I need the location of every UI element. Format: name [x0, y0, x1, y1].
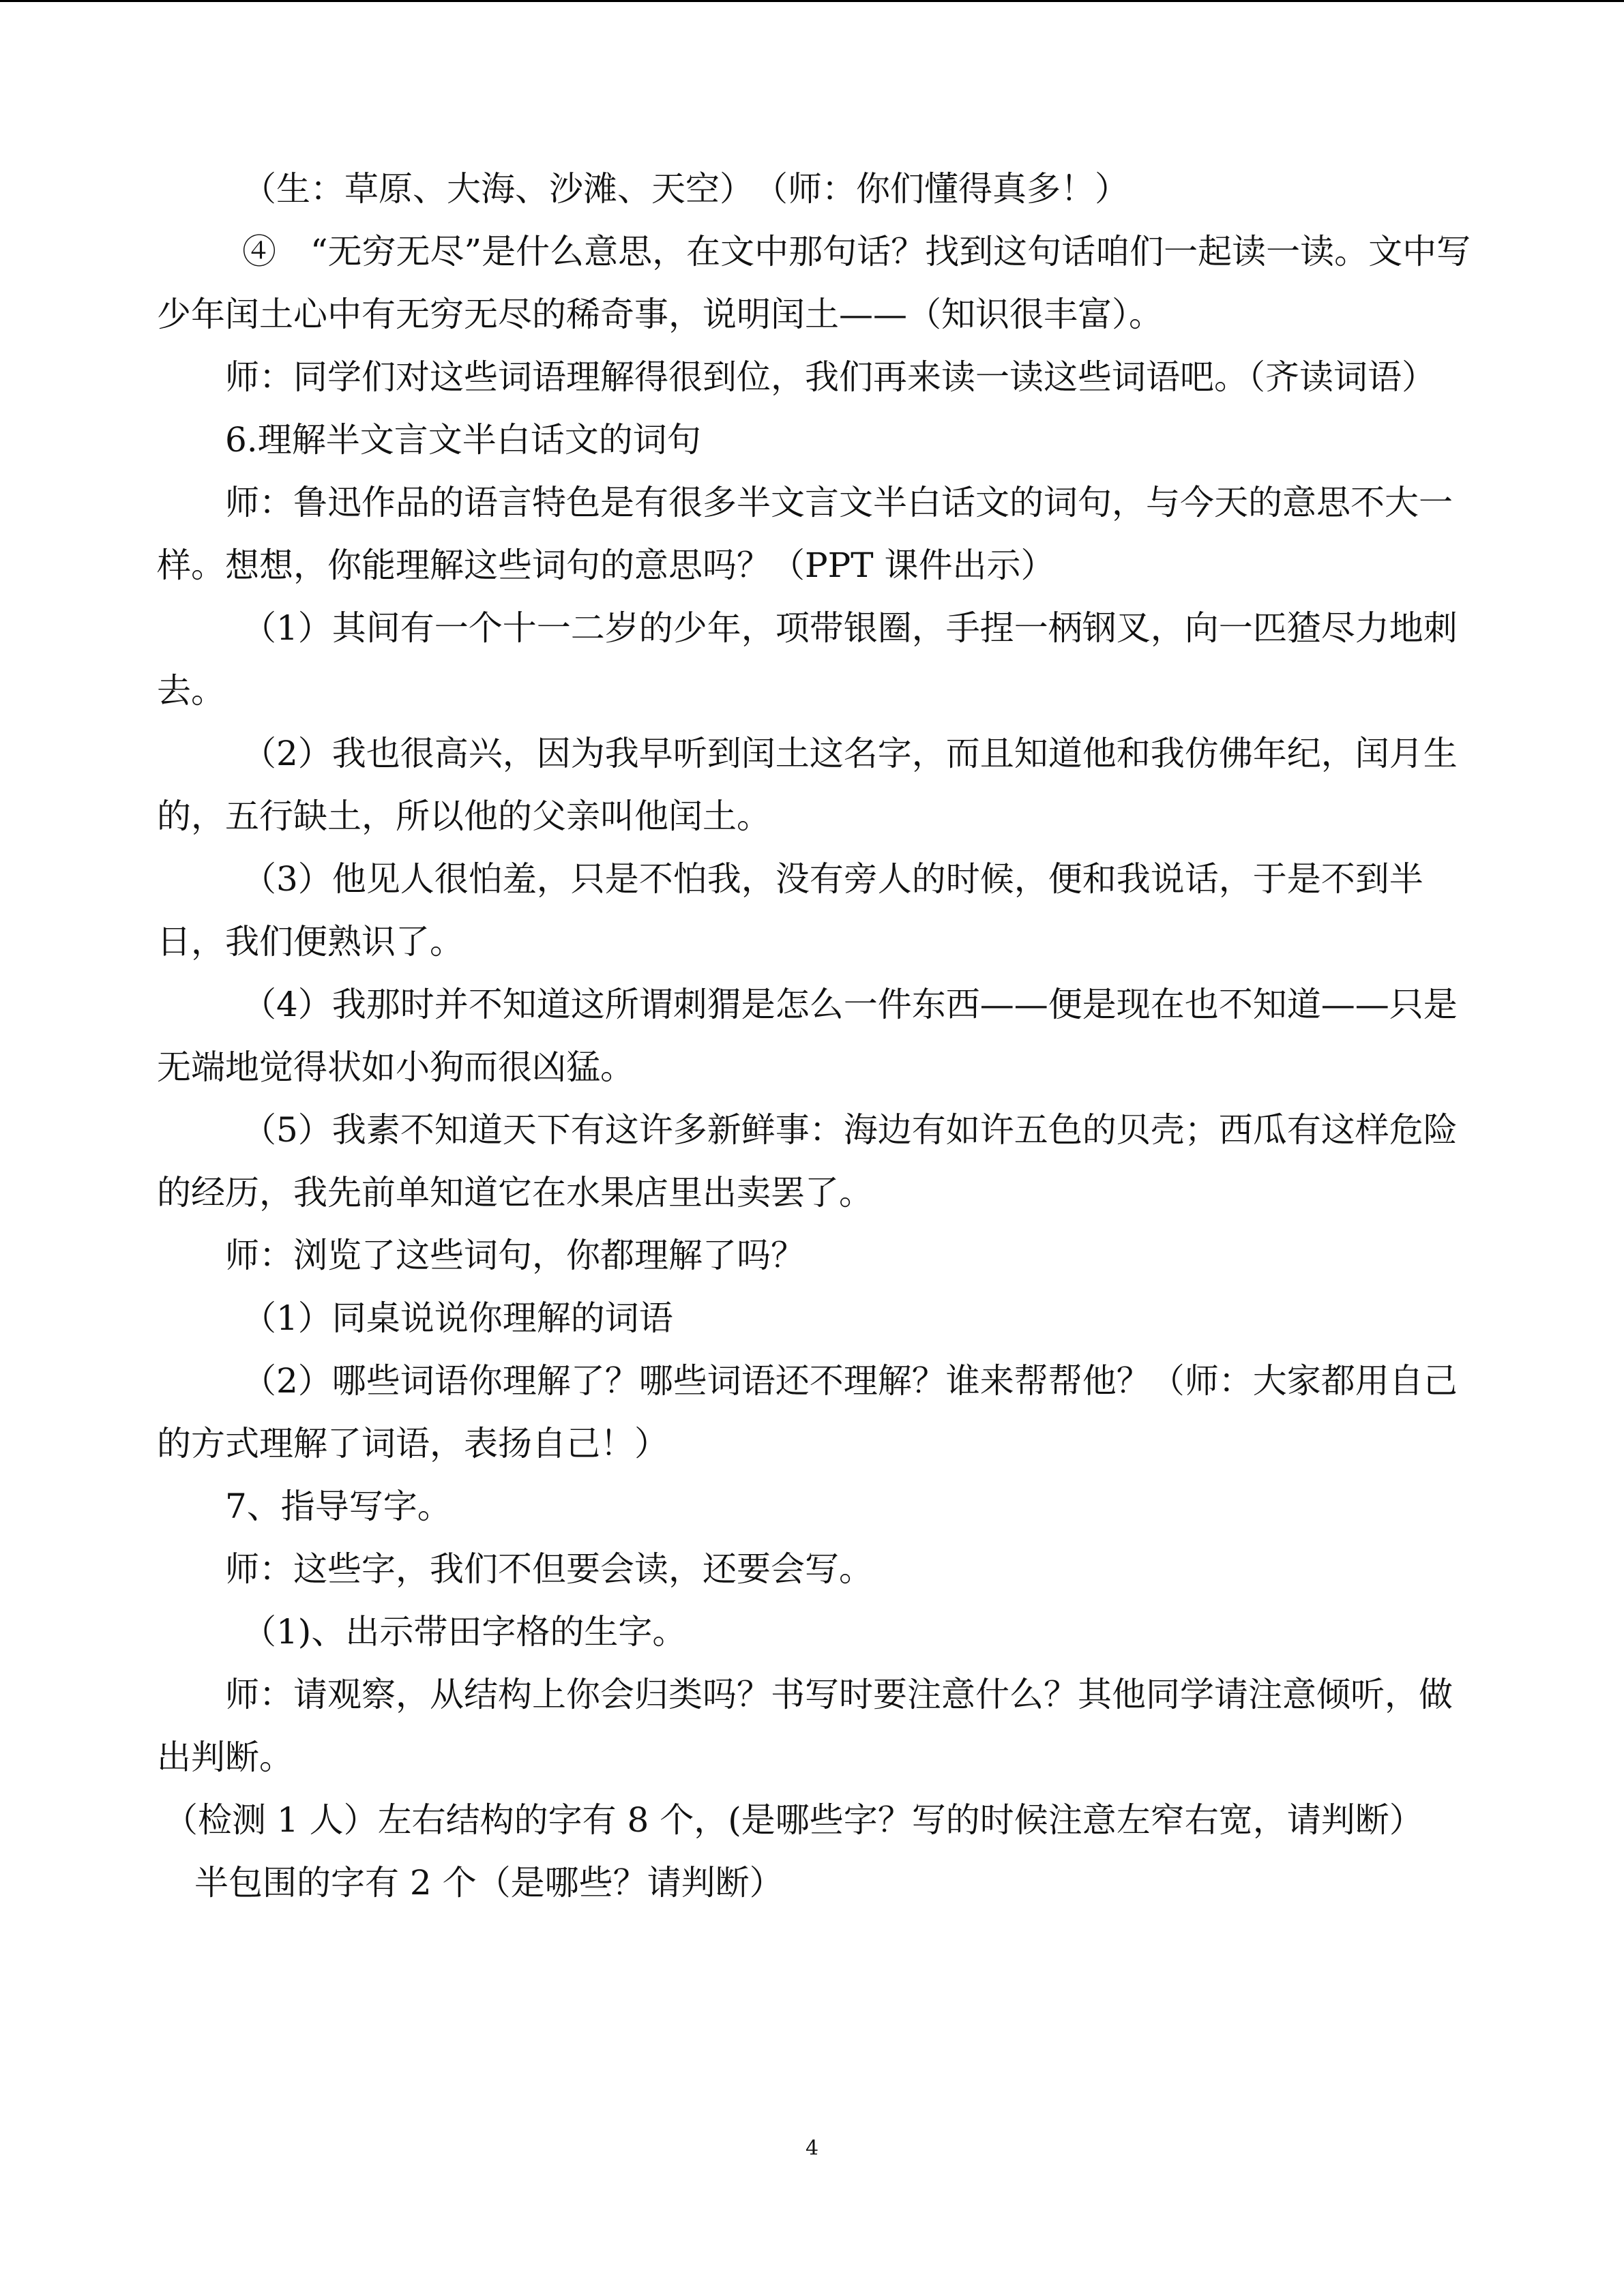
paragraph-half-enclosure: 半包围的字有 2 个（是哪些？请判断）: [194, 1863, 784, 1903]
paragraph-wuqiong-wujin: ④ “无穷无尽”是什么意思，在文中那句话？找到这句话咱们一起读一读。文中写少年闰土心中有无穷无尽的稀奇事，说明闰土——（知识很丰富）。: [157, 232, 1471, 334]
task-item-1: （1）同桌说说你理解的词语: [242, 1298, 673, 1338]
quote-item-5: （5）我素不知道天下有这许多新鲜事：海边有如许五色的贝壳；西瓜有这样危险的经历，我先前单知道它在水果店里出卖罢了。: [157, 1110, 1458, 1212]
quote-item-2: （2）我也很高兴，因为我早听到闰土这名字，而且知道他和我仿佛年纪，闰月生的，五行缺土，所以他的父亲叫他闰土。: [157, 734, 1458, 836]
paragraph-teacher-observe: 师：请观察，从结构上你会归类吗？书写时要注意什么？其他同学请注意倾听，做出判断。: [157, 1675, 1453, 1777]
page-number: 4: [805, 2136, 819, 2160]
paragraph-student-answers: （生：草原、大海、沙滩、天空） （师：你们懂得真多！）: [242, 169, 1129, 209]
writing-step-1: （1)、出示带田字格的生字。: [242, 1612, 687, 1652]
task-item-2: （2）哪些词语你理解了？哪些词语还不理解？谁来帮帮他？（师：大家都用自己的方式理解了词语，表扬自己！）: [157, 1361, 1458, 1463]
document-body: [157, 158, 1473, 1914]
paragraph-teacher-praise: 师：同学们对这些词语理解得很到位，我们再来读一读这些词语吧。（齐读词语）: [225, 357, 1436, 397]
quote-item-4: （4）我那时并不知道这所谓刺猬是怎么一件东西——便是现在也不知道——只是无端地觉得状如小狗而很凶猛。: [157, 985, 1458, 1087]
paragraph-teacher-writing: 师：这些字，我们不但要会读，还要会写。: [225, 1549, 873, 1589]
section-heading-7: 7、指导写字。: [225, 1487, 452, 1526]
section-heading-6: 6.理解半文言文半白话文的词句: [225, 420, 701, 460]
paragraph-left-right-structure: （检测 1 人）左右结构的字有 8 个，(是哪些字？写的时候注意左窄右宽，请判断）: [164, 1800, 1423, 1840]
quote-item-3: （3）他见人很怕羞，只是不怕我，没有旁人的时候，便和我说话，于是不到半日，我们便熟识了。: [157, 859, 1423, 961]
quote-item-1: （1）其间有一个十一二岁的少年，项带银圈，手捏一柄钢叉，向一匹猹尽力地刺去。: [157, 608, 1458, 711]
paragraph-teacher-luxun: 师：鲁迅作品的语言特色是有很多半文言文半白话文的词句，与今天的意思不大一样。想想，你能理解这些词句的意思吗？（PPT 课件出示）: [157, 483, 1453, 585]
paragraph-teacher-browse: 师：浏览了这些词句，你都理解了吗？: [225, 1236, 805, 1275]
